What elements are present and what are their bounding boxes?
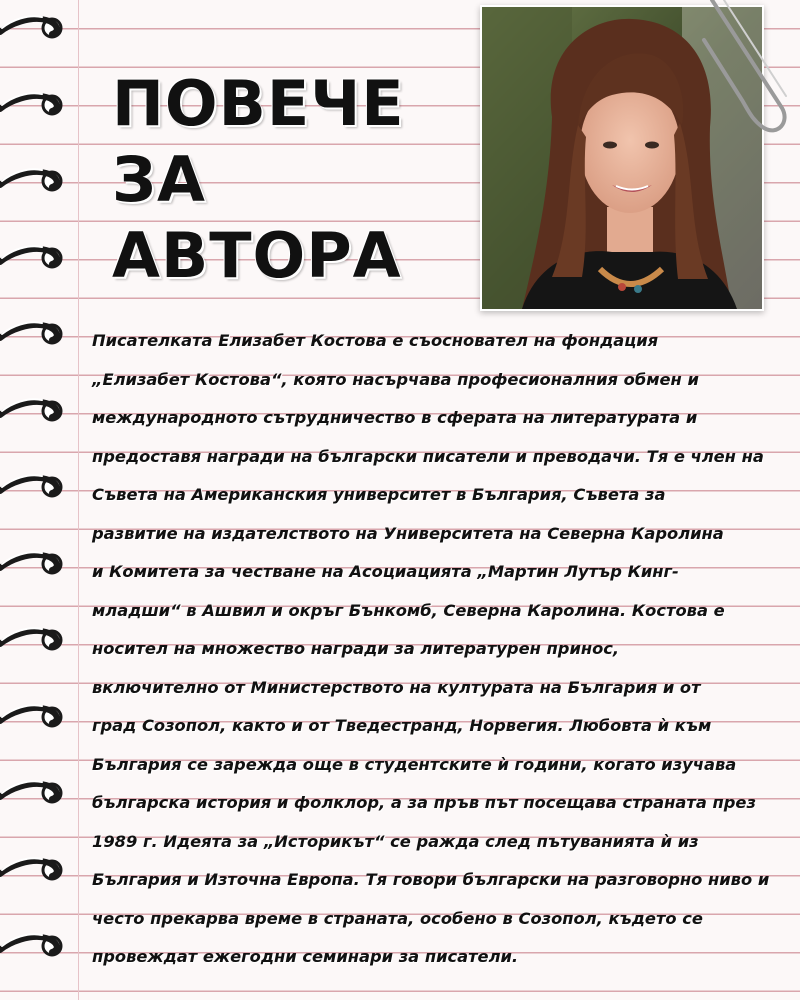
spiral-ring-icon — [0, 542, 70, 582]
spiral-ring-icon — [0, 312, 70, 352]
title-line-3: АВТОРА — [112, 219, 402, 292]
spiral-ring-icon — [0, 6, 70, 46]
spiral-ring-icon — [0, 465, 70, 505]
spiral-ring-icon — [0, 389, 70, 429]
spiral-ring-icon — [0, 848, 70, 888]
spiral-ring-icon — [0, 83, 70, 123]
margin-line — [78, 0, 79, 1000]
author-bio: Писателката Елизабет Костова е съосновател на фондация „Елизабет Костова“, която насърчава професионалния обмен и международното сътрудничество в сферата на литературата и предоставя награди на български писатели и преводачи. Тя е член на Съвета на Американския университет в България, Съвета за развитие на издателството на Университета на Северна Каролина и Комитета за честване на Асоциацията „Мартин Лутър Кинг- младши“ в Ашвил и окръг Бънкомб, Северна Каролина. Костова е носител на множество награди за литературен принос, включително от Министерството на културата на България и от град Созопол, както и от Тведестранд, Норвегия. Любовта ѝ към България се зарежда още в студентските ѝ години, когато изучава българска история и фолклор, а за пръв път посещава страната през 1989 г. Идеята за „Историкът“ се ражда след пътуванията ѝ из България и Източна Европа. Тя говори български на разговорно ниво и често прекарва време в страната, особено в Созопол, където се провеждат ежегодни семинари за писатели. — [92, 331, 770, 966]
spiral-binding — [0, 0, 70, 1000]
spiral-ring-icon — [0, 771, 70, 811]
paper-clip-icon — [690, 0, 800, 140]
title-line-1: ПОВЕЧЕ — [112, 67, 405, 140]
spiral-ring-icon — [0, 924, 70, 964]
page-title — [112, 66, 442, 294]
spiral-ring-icon — [0, 618, 70, 658]
spiral-ring-icon — [0, 695, 70, 735]
spiral-ring-icon — [0, 159, 70, 199]
spiral-ring-icon — [0, 236, 70, 276]
title-line-2: ЗА — [112, 143, 207, 216]
